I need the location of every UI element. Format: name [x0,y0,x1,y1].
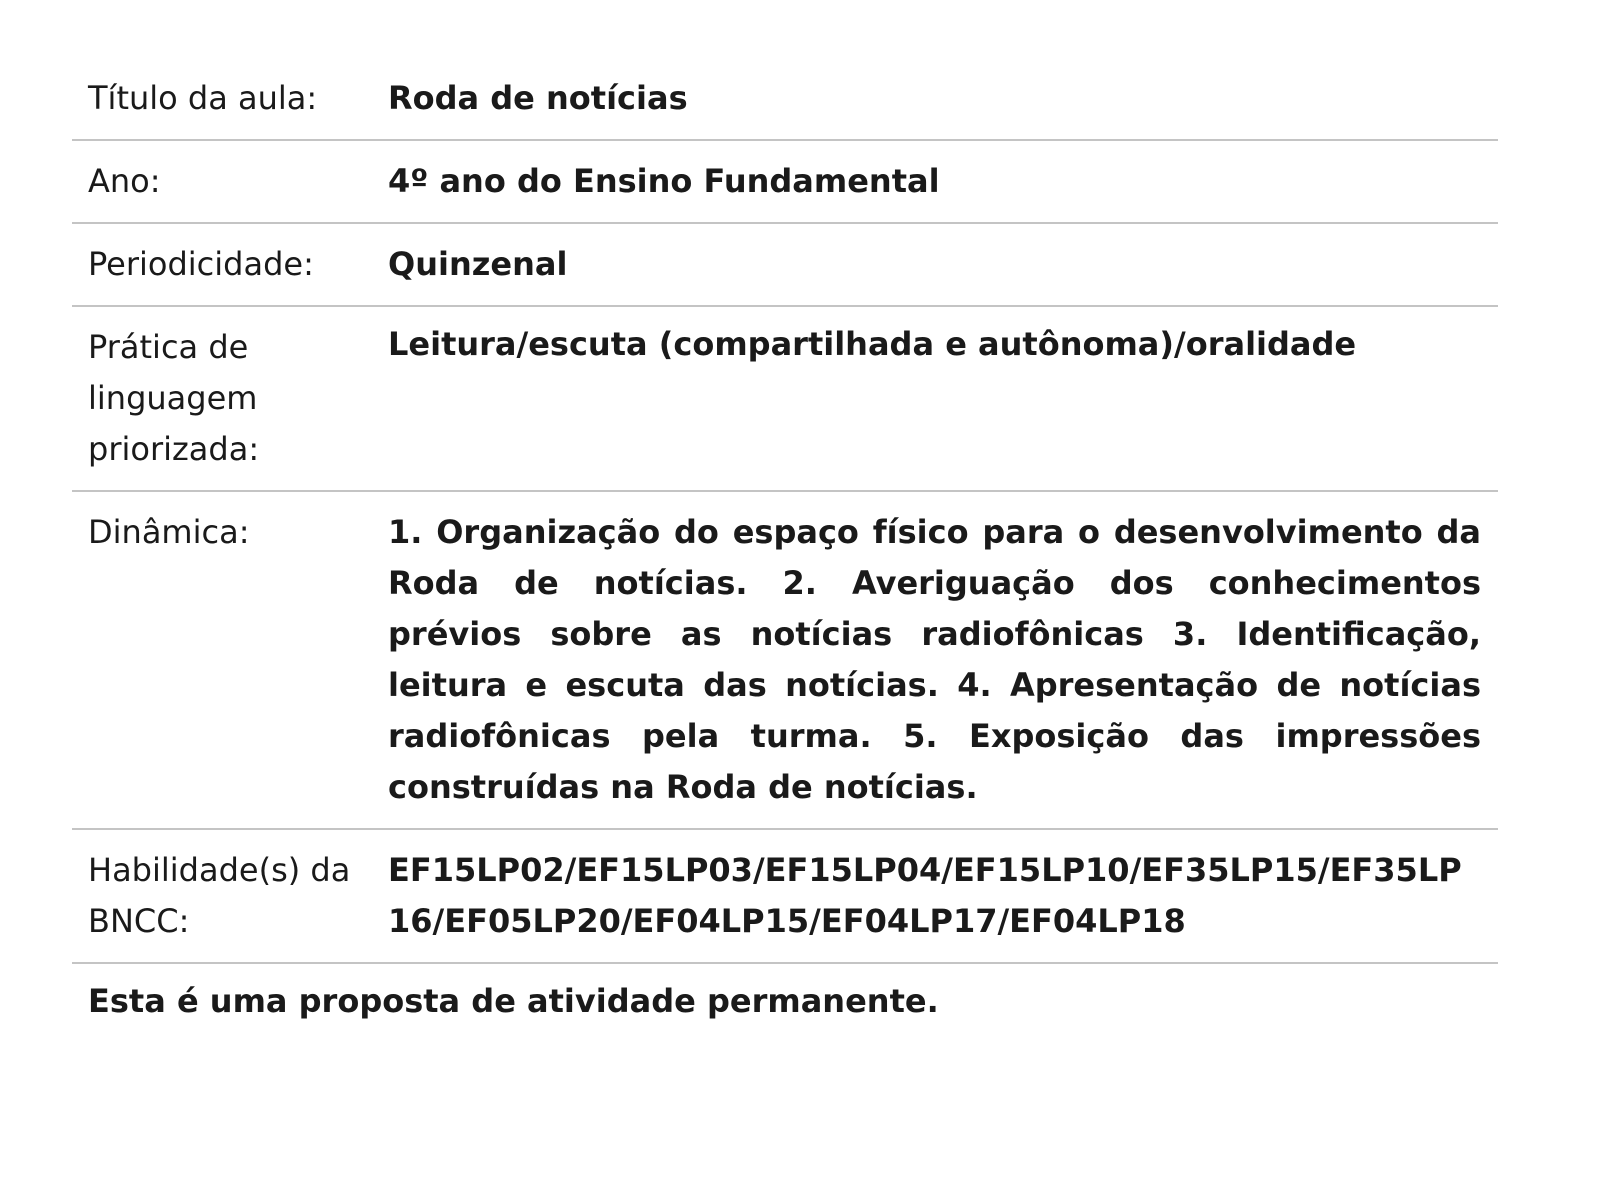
dynamics-label: Dinâmica: [88,513,250,551]
lesson-plan-table [72,58,1498,1027]
permanent-activity-note: Esta é uma proposta de atividade permanente. [88,982,939,1020]
row-language-practice [72,307,1498,492]
year-label: Ano: [88,162,161,200]
bncc-skills-label: Habilidade(s) da BNCC: [88,851,351,940]
row-year [72,141,1498,224]
bncc-skills-value: EF15LP02/EF15LP03/EF15LP04/EF15LP10/EF35LP15/EF35LP16/EF05LP20/EF04LP15/EF04LP17/EF04LP18 [388,851,1462,940]
row-dynamics [72,492,1498,830]
dynamics-value: 1. Organização do espaço físico para o desenvolvimento da Roda de notícias. 2. Averiguação dos conhecimentos prévios sobre as notícias radiofônicas 3. Identificação, leitura e escuta das notícias. 4. Apresentação de notícias radiofônicas pela turma. 5. Exposição das impressões construídas na Roda de notícias. [388,513,1481,806]
frequency-value: Quinzenal [388,245,568,283]
row-bncc-skills [72,830,1498,964]
year-value: 4º ano do Ensino Fundamental [388,162,940,200]
language-practice-value: Leitura/escuta (compartilhada e autônoma)/oralidade [388,325,1357,363]
row-frequency [72,224,1498,307]
lesson-title-value: Roda de notícias [388,79,688,117]
row-lesson-title [72,58,1498,141]
language-practice-label: Prática de linguagem priorizada: [88,328,260,468]
frequency-label: Periodicidade: [88,245,314,283]
lesson-title-label: Título da aula: [88,79,318,117]
